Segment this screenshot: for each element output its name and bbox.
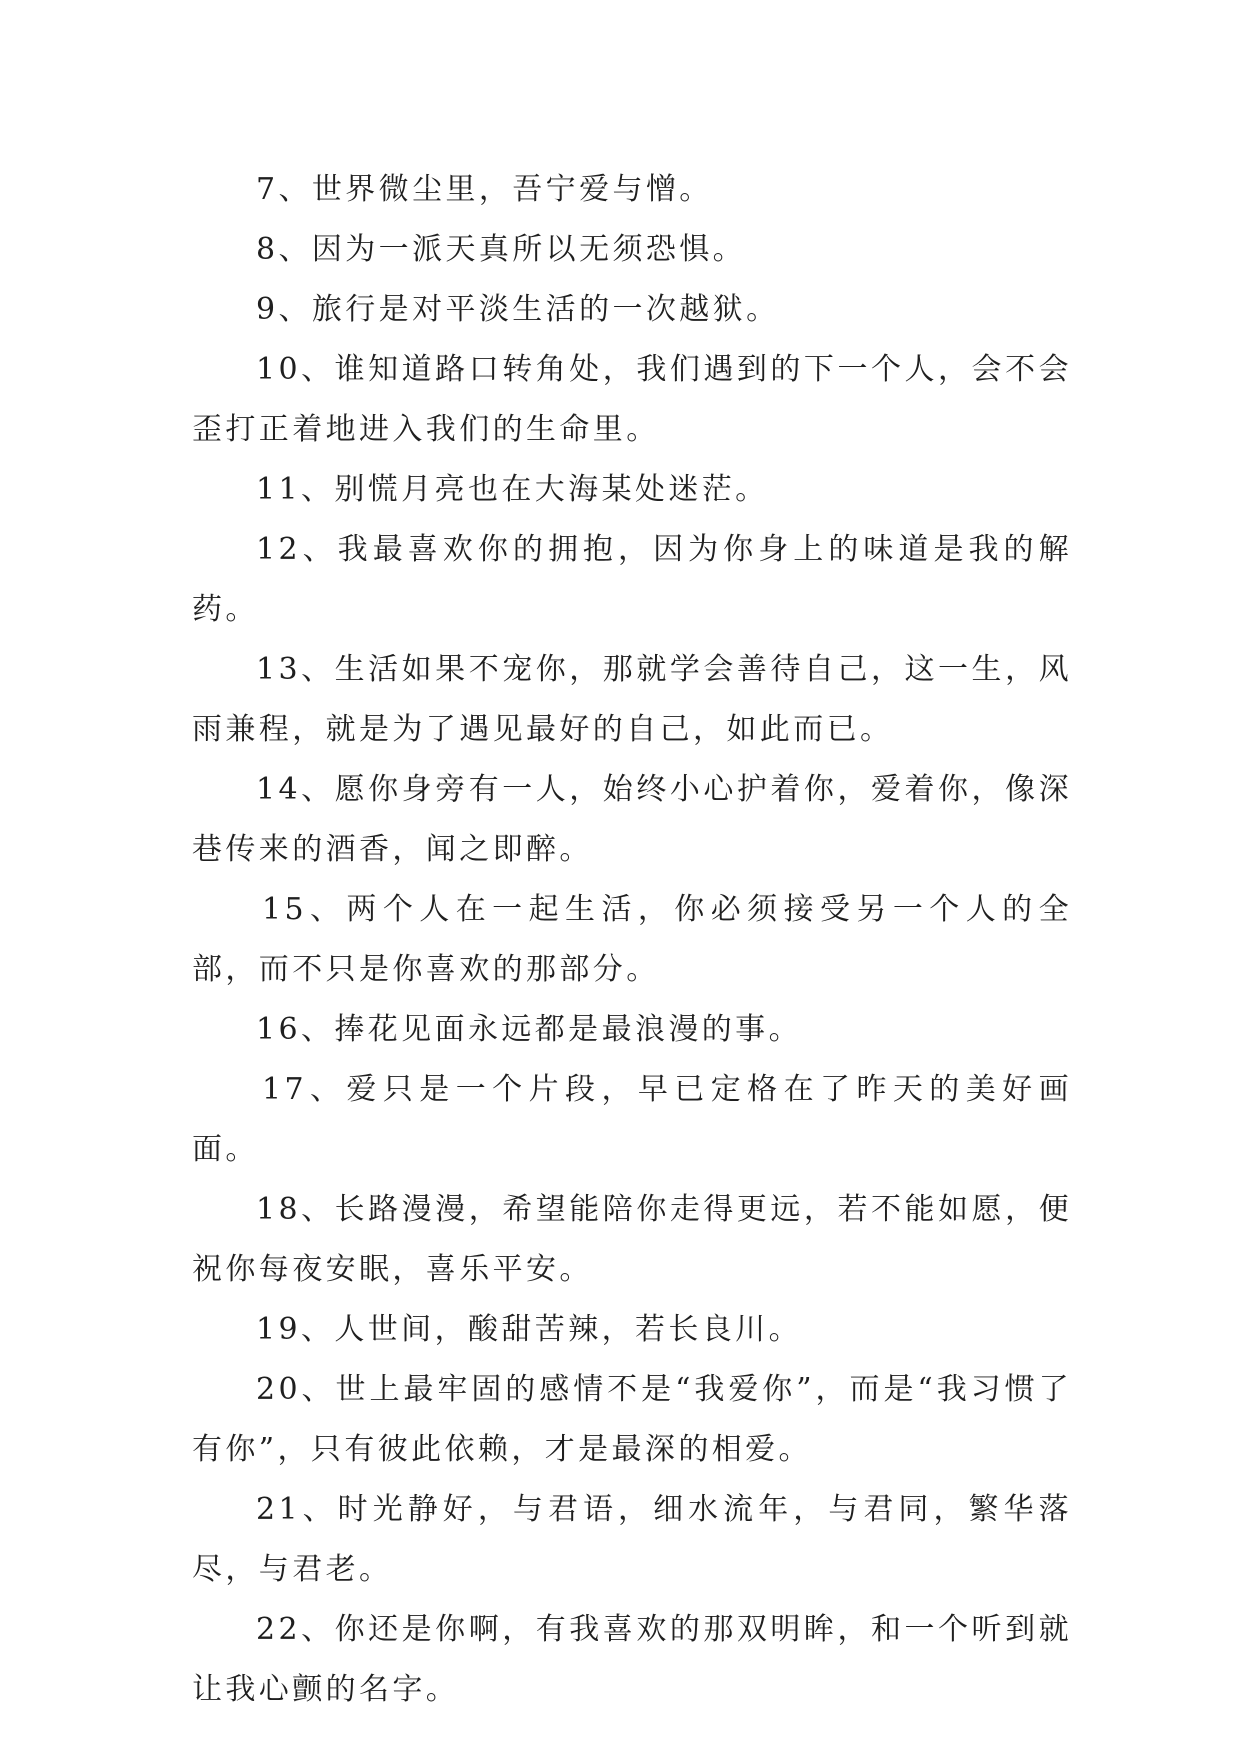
paragraph-14: 14、愿你身旁有一人，始终小心护着你，爱着你，像深巷传来的酒香，闻之即醉。 <box>192 772 1072 867</box>
paragraph-21: 21、时光静好，与君语，细水流年，与君同，繁华落尽，与君老。 <box>192 1492 1072 1587</box>
paragraph-11: 11、别慌月亮也在大海某处迷茫。 <box>256 472 769 507</box>
paragraph-20: 20、世上最牢固的感情不是“我爱你”，而是“我习惯了有你”，只有彼此依赖，才是最深的相爱。 <box>192 1372 1072 1467</box>
paragraph-9: 9、旅行是对平淡生活的一次越狱。 <box>256 292 780 327</box>
document-body <box>192 160 1072 1720</box>
paragraph-22: 22、你还是你啊，有我喜欢的那双明眸，和一个听到就让我心颤的名字。 <box>192 1612 1072 1707</box>
paragraph-13: 13、生活如果不宠你，那就学会善待自己，这一生，风雨兼程，就是为了遇见最好的自己，如此而已。 <box>192 652 1072 747</box>
paragraph-8: 8、因为一派天真所以无须恐惧。 <box>256 232 747 267</box>
paragraph-17: 17、爱只是一个片段，早已定格在了昨天的美好画面。 <box>192 1072 1072 1167</box>
paragraph-12: 12、我最喜欢你的拥抱，因为你身上的味道是我的解药。 <box>192 532 1072 627</box>
paragraph-18: 18、长路漫漫，希望能陪你走得更远，若不能如愿，便祝你每夜安眠，喜乐平安。 <box>192 1192 1072 1287</box>
paragraph-15: 15、两个人在一起生活，你必须接受另一个人的全部，而不只是你喜欢的那部分。 <box>192 892 1072 987</box>
paragraph-19: 19、人世间，酸甜苦辣，若长良川。 <box>256 1312 802 1347</box>
paragraph-10: 10、谁知道路口转角处，我们遇到的下一个人，会不会歪打正着地进入我们的生命里。 <box>192 352 1072 447</box>
paragraph-16: 16、捧花见面永远都是最浪漫的事。 <box>256 1012 802 1047</box>
paragraph-7: 7、世界微尘里，吾宁爱与憎。 <box>256 172 713 207</box>
